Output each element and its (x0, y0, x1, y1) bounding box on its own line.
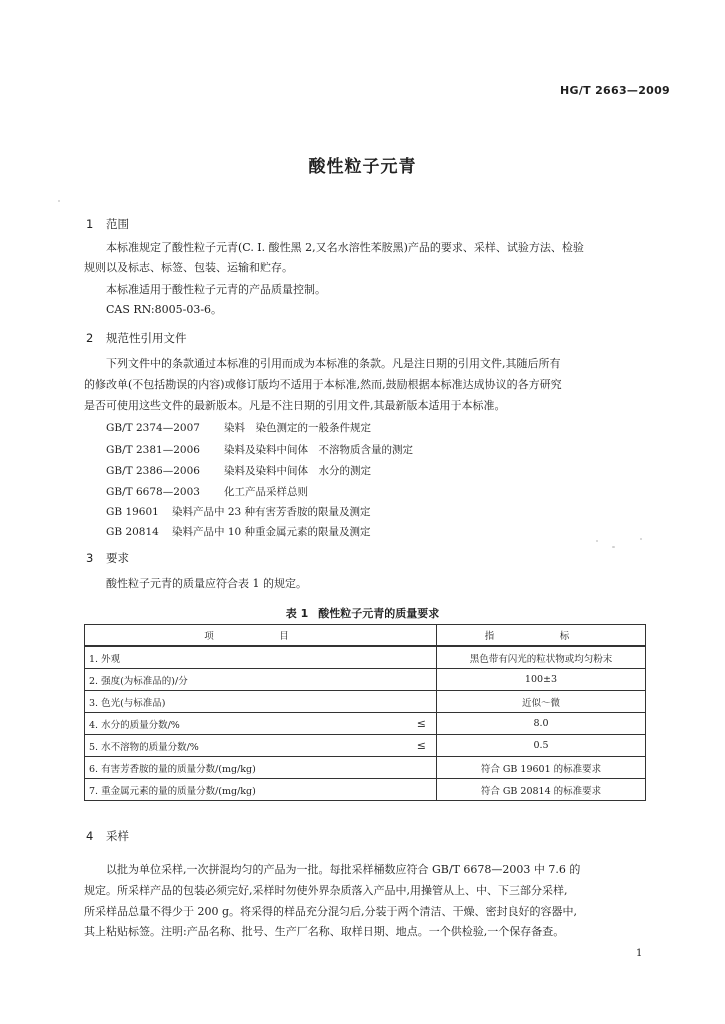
item-label: 2. 强度(为标准品的)/分 (89, 675, 188, 687)
reference-title: 染料及染料中间体 不溶物质含量的测定 (224, 444, 413, 456)
section-number: 1 (86, 217, 94, 231)
value-cell: 8.0 (437, 713, 646, 735)
section-number: 3 (86, 551, 94, 565)
value-cell: 0.5 (437, 735, 646, 757)
reference-code: GB/T 6678—2003 (106, 486, 200, 498)
section-1-heading (86, 216, 129, 232)
table-row (85, 713, 646, 735)
paragraph-line: 的修改单(不包括勘误的内容)或修订版均不适用于本标准,然而,鼓励根据本标准达成协议的各方研究 (84, 378, 562, 391)
standard-code: HG/T 2663—2009 (560, 84, 671, 97)
table-row (85, 779, 646, 801)
section-title: 要求 (106, 551, 129, 565)
section-4-heading (86, 828, 129, 844)
table-row (85, 691, 646, 713)
section-title: 采样 (106, 829, 129, 843)
value-cell: 符合 GB 20814 的标准要求 (437, 779, 646, 801)
reference-code: GB/T 2386—2006 (106, 465, 200, 477)
item-label: 4. 水分的质量分数/% (89, 719, 180, 731)
quality-requirements-table (84, 624, 646, 801)
paragraph-line: 以批为单位采样,一次拼混均匀的产品为一批。每批采样桶数应符合 GB/T 6678—2003 中 7.6 的 (106, 863, 581, 876)
page-number: 1 (636, 948, 643, 959)
table-row (85, 669, 646, 691)
reference-code: GB 20814 (106, 526, 159, 538)
section-title: 规范性引用文件 (106, 331, 187, 345)
item-label: 6. 有害芳香胺的量的质量分数/(mg/kg) (89, 763, 256, 775)
item-cell (85, 669, 437, 691)
header-index: 指 标 (437, 625, 646, 647)
reference-code: GB 19601 (106, 506, 159, 518)
table-header-row (85, 625, 646, 647)
less-equal-symbol: ≤ (416, 739, 426, 752)
item-label: 5. 水不溶物的质量分数/% (89, 741, 199, 753)
paragraph-line: 本标准适用于酸性粒子元青的产品质量控制。 (106, 283, 326, 296)
reference-code: GB/T 2381—2006 (106, 444, 200, 456)
item-label: 1. 外观 (89, 653, 121, 665)
item-label: 7. 重金属元素的量的质量分数/(mg/kg) (89, 785, 256, 797)
reference-title: 染料 染色测定的一般条件规定 (224, 422, 371, 434)
reference-item (106, 441, 413, 459)
paragraph-line: 规定。所采样产品的包装必须完好,采样时勿使外界杂质落入产品中,用操管从上、中、下三部分采样, (84, 884, 568, 897)
reference-item (106, 503, 371, 521)
value-cell: 100±3 (437, 669, 646, 691)
table-row (85, 757, 646, 779)
reference-item (106, 419, 371, 437)
value-cell: 近似～微 (437, 691, 646, 713)
paragraph-line: 其上粘贴标签。注明:产品名称、批号、生产厂名称、取样日期、地点。一个供检验,一个保存备查。 (84, 925, 565, 938)
reference-title: 染料产品中 10 种重金属元素的限量及测定 (172, 526, 371, 538)
paragraph-line: 所采样品总量不得少于 200 g。将采得的样品充分混匀后,分装于两个清洁、干燥、密封良好的容器中, (84, 905, 578, 918)
reference-title: 染料产品中 23 种有害芳香胺的限量及测定 (172, 506, 371, 518)
item-label: 3. 色光(与标准品) (89, 697, 166, 709)
table-caption (0, 605, 725, 621)
scan-speck (596, 540, 598, 542)
header-item: 项 目 (85, 625, 437, 647)
table-row (85, 735, 646, 757)
item-cell (85, 691, 437, 713)
item-cell (85, 646, 437, 669)
reference-item (106, 523, 371, 541)
section-number: 2 (86, 331, 94, 345)
reference-item (106, 483, 308, 501)
table-row (85, 646, 646, 669)
paragraph-line: 规则以及标志、标签、包装、运输和贮存。 (84, 261, 293, 274)
item-cell (85, 713, 437, 735)
scan-speck (640, 538, 642, 540)
section-title: 范围 (106, 217, 129, 231)
paragraph-line: 是否可使用这些文件的最新版本。凡是不注日期的引用文件,其最新版本适用于本标准。 (84, 399, 506, 412)
paragraph-line: 下列文件中的条款通过本标准的引用而成为本标准的条款。凡是注日期的引用文件,其随后所有 (106, 357, 561, 370)
reference-title: 染料及染料中间体 水分的测定 (224, 465, 371, 477)
section-2-heading (86, 330, 187, 346)
document-title: 酸性粒子元青 (308, 157, 417, 177)
item-cell (85, 735, 437, 757)
item-cell (85, 757, 437, 779)
section-number: 4 (86, 829, 94, 843)
reference-item (106, 462, 371, 480)
item-cell (85, 779, 437, 801)
reference-code: GB/T 2374—2007 (106, 422, 200, 434)
cas-number: CAS RN:8005-03-6。 (106, 303, 223, 316)
paragraph-line: 酸性粒子元青的质量应符合表 1 的规定。 (106, 577, 307, 590)
value-cell: 黑色带有闪光的粒状物或均匀粉末 (437, 646, 646, 669)
paragraph-line: 本标准规定了酸性粒子元青(C. I. 酸性黑 2,又名水溶性苯胺黑)产品的要求、采样、试验方法、检验 (106, 241, 584, 254)
scan-speck (58, 200, 60, 202)
section-3-heading (86, 550, 129, 566)
value-cell: 符合 GB 19601 的标准要求 (437, 757, 646, 779)
table-caption-text: 酸性粒子元青的质量要求 (318, 607, 440, 620)
table-label: 表 1 (285, 607, 309, 620)
scan-speck (612, 546, 615, 548)
reference-title: 化工产品采样总则 (224, 486, 308, 498)
less-equal-symbol: ≤ (416, 717, 426, 730)
